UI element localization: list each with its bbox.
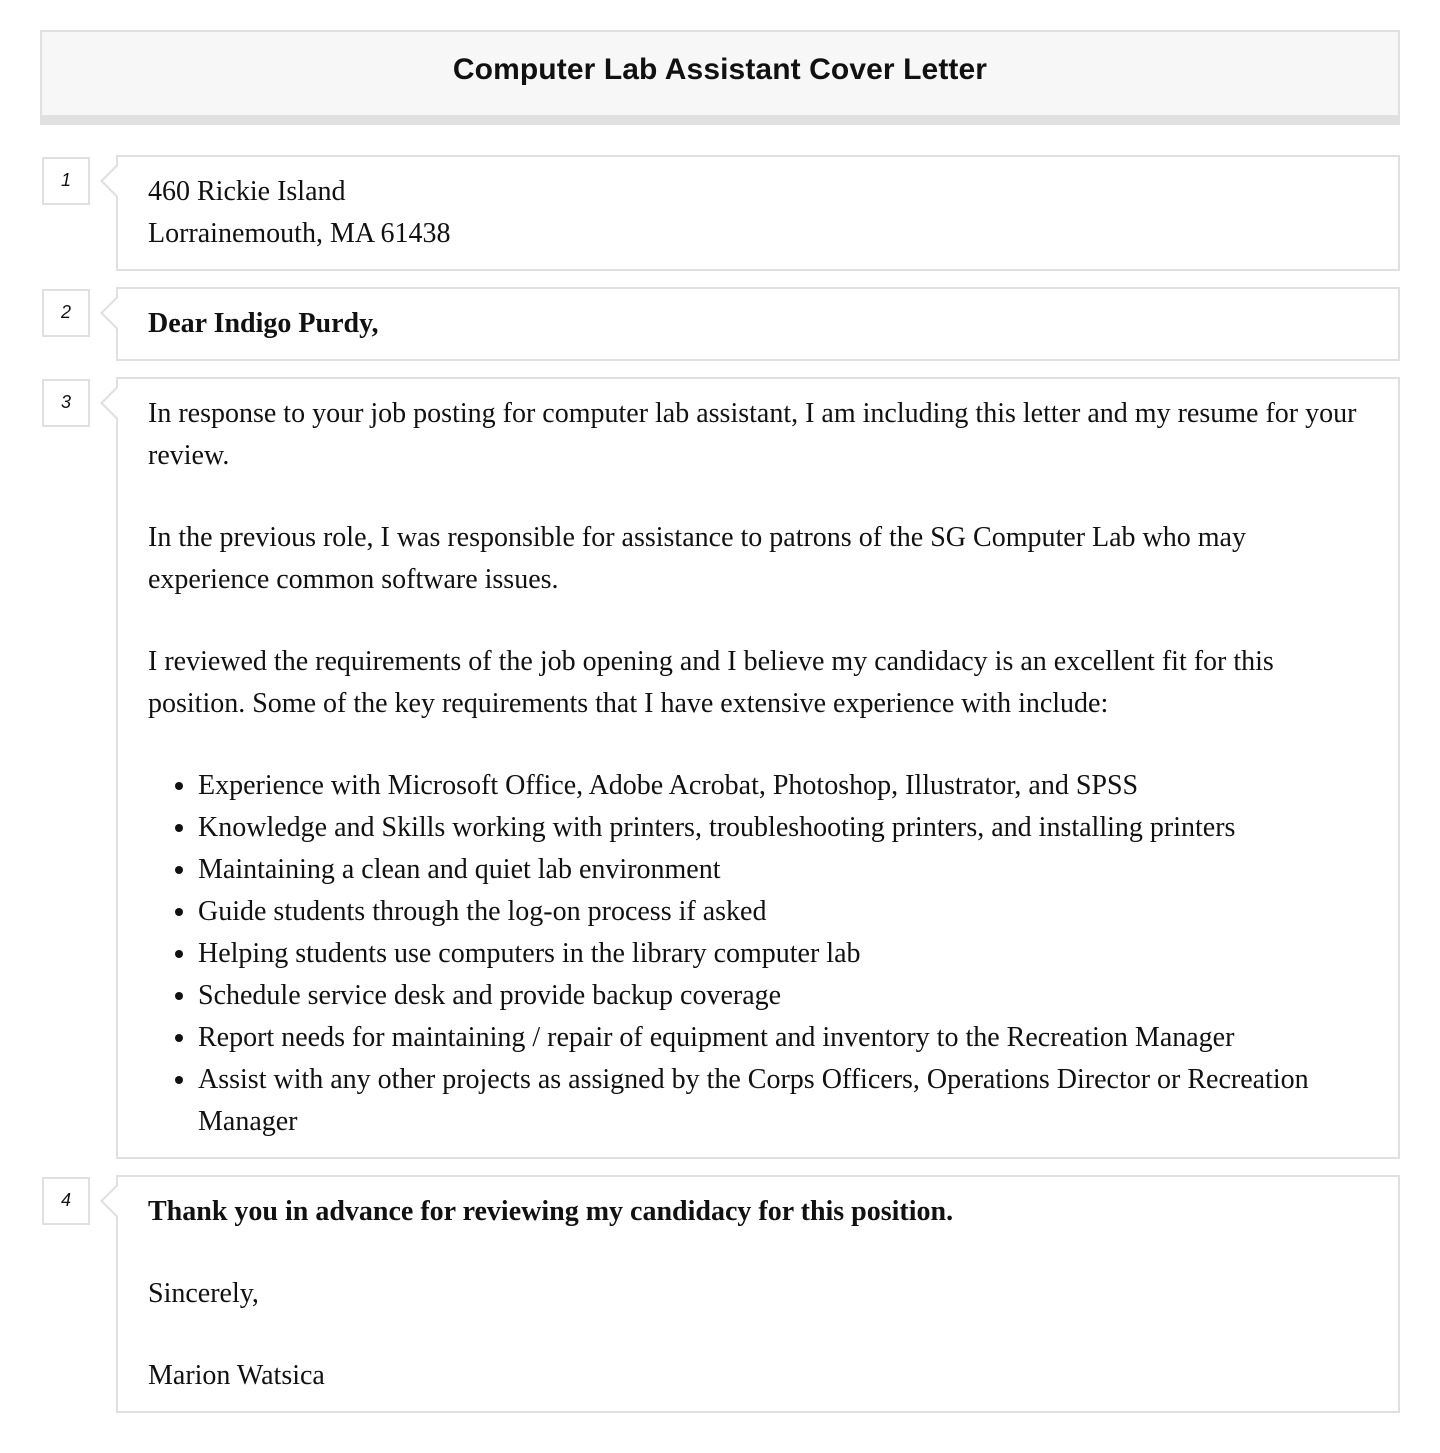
address-block xyxy=(116,155,1400,271)
section-number-badge: 1 xyxy=(42,157,90,205)
address-line-2: Lorrainemouth, MA 61438 xyxy=(148,218,451,249)
signature: Marion Watsica xyxy=(148,1360,325,1391)
section-number-badge: 3 xyxy=(42,379,90,427)
closing-statement: Thank you in advance for reviewing my candidacy for this position. xyxy=(148,1196,954,1227)
list-item: • Maintaining a clean and quiet lab environment xyxy=(198,849,1368,891)
body-paragraph: In response to your job posting for computer lab assistant, I am including this letter and my resume for your review. xyxy=(148,398,1357,471)
list-item: • Guide students through the log-on process if asked xyxy=(198,891,1368,933)
sign-off: Sincerely, xyxy=(148,1278,259,1309)
list-item: • Schedule service desk and provide backup coverage xyxy=(198,975,1368,1017)
list-item: • Knowledge and Skills working with printers, troubleshooting printers, and installing printers xyxy=(198,807,1368,849)
list-item: • Report needs for maintaining / repair of equipment and inventory to the Recreation Manager xyxy=(198,1017,1368,1059)
closing-block xyxy=(116,1175,1400,1413)
list-item: • Helping students use computers in the library computer lab xyxy=(198,933,1368,975)
body-block xyxy=(116,377,1400,1159)
greeting-block xyxy=(116,287,1400,361)
list-item: • Assist with any other projects as assigned by the Corps Officers, Operations Director or Recreation Manager xyxy=(198,1059,1368,1143)
list-item: • Experience with Microsoft Office, Adobe Acrobat, Photoshop, Illustrator, and SPSS xyxy=(198,765,1368,807)
body-paragraph: I reviewed the requirements of the job opening and I believe my candidacy is an excellent fit for this position. Some of the key requirements that I have extensive experience with include: xyxy=(148,646,1274,719)
section-number-badge: 4 xyxy=(42,1177,90,1225)
greeting-text: Dear Indigo Purdy, xyxy=(148,308,379,339)
body-paragraph: In the previous role, I was responsible for assistance to patrons of the SG Computer Lab who may experience common software issues. xyxy=(148,522,1246,595)
section-number-badge: 2 xyxy=(42,289,90,337)
document-header xyxy=(40,30,1400,125)
requirements-list xyxy=(148,765,1368,1143)
page-title: Computer Lab Assistant Cover Letter xyxy=(452,52,988,86)
address-line-1: 460 Rickie Island xyxy=(148,176,346,207)
